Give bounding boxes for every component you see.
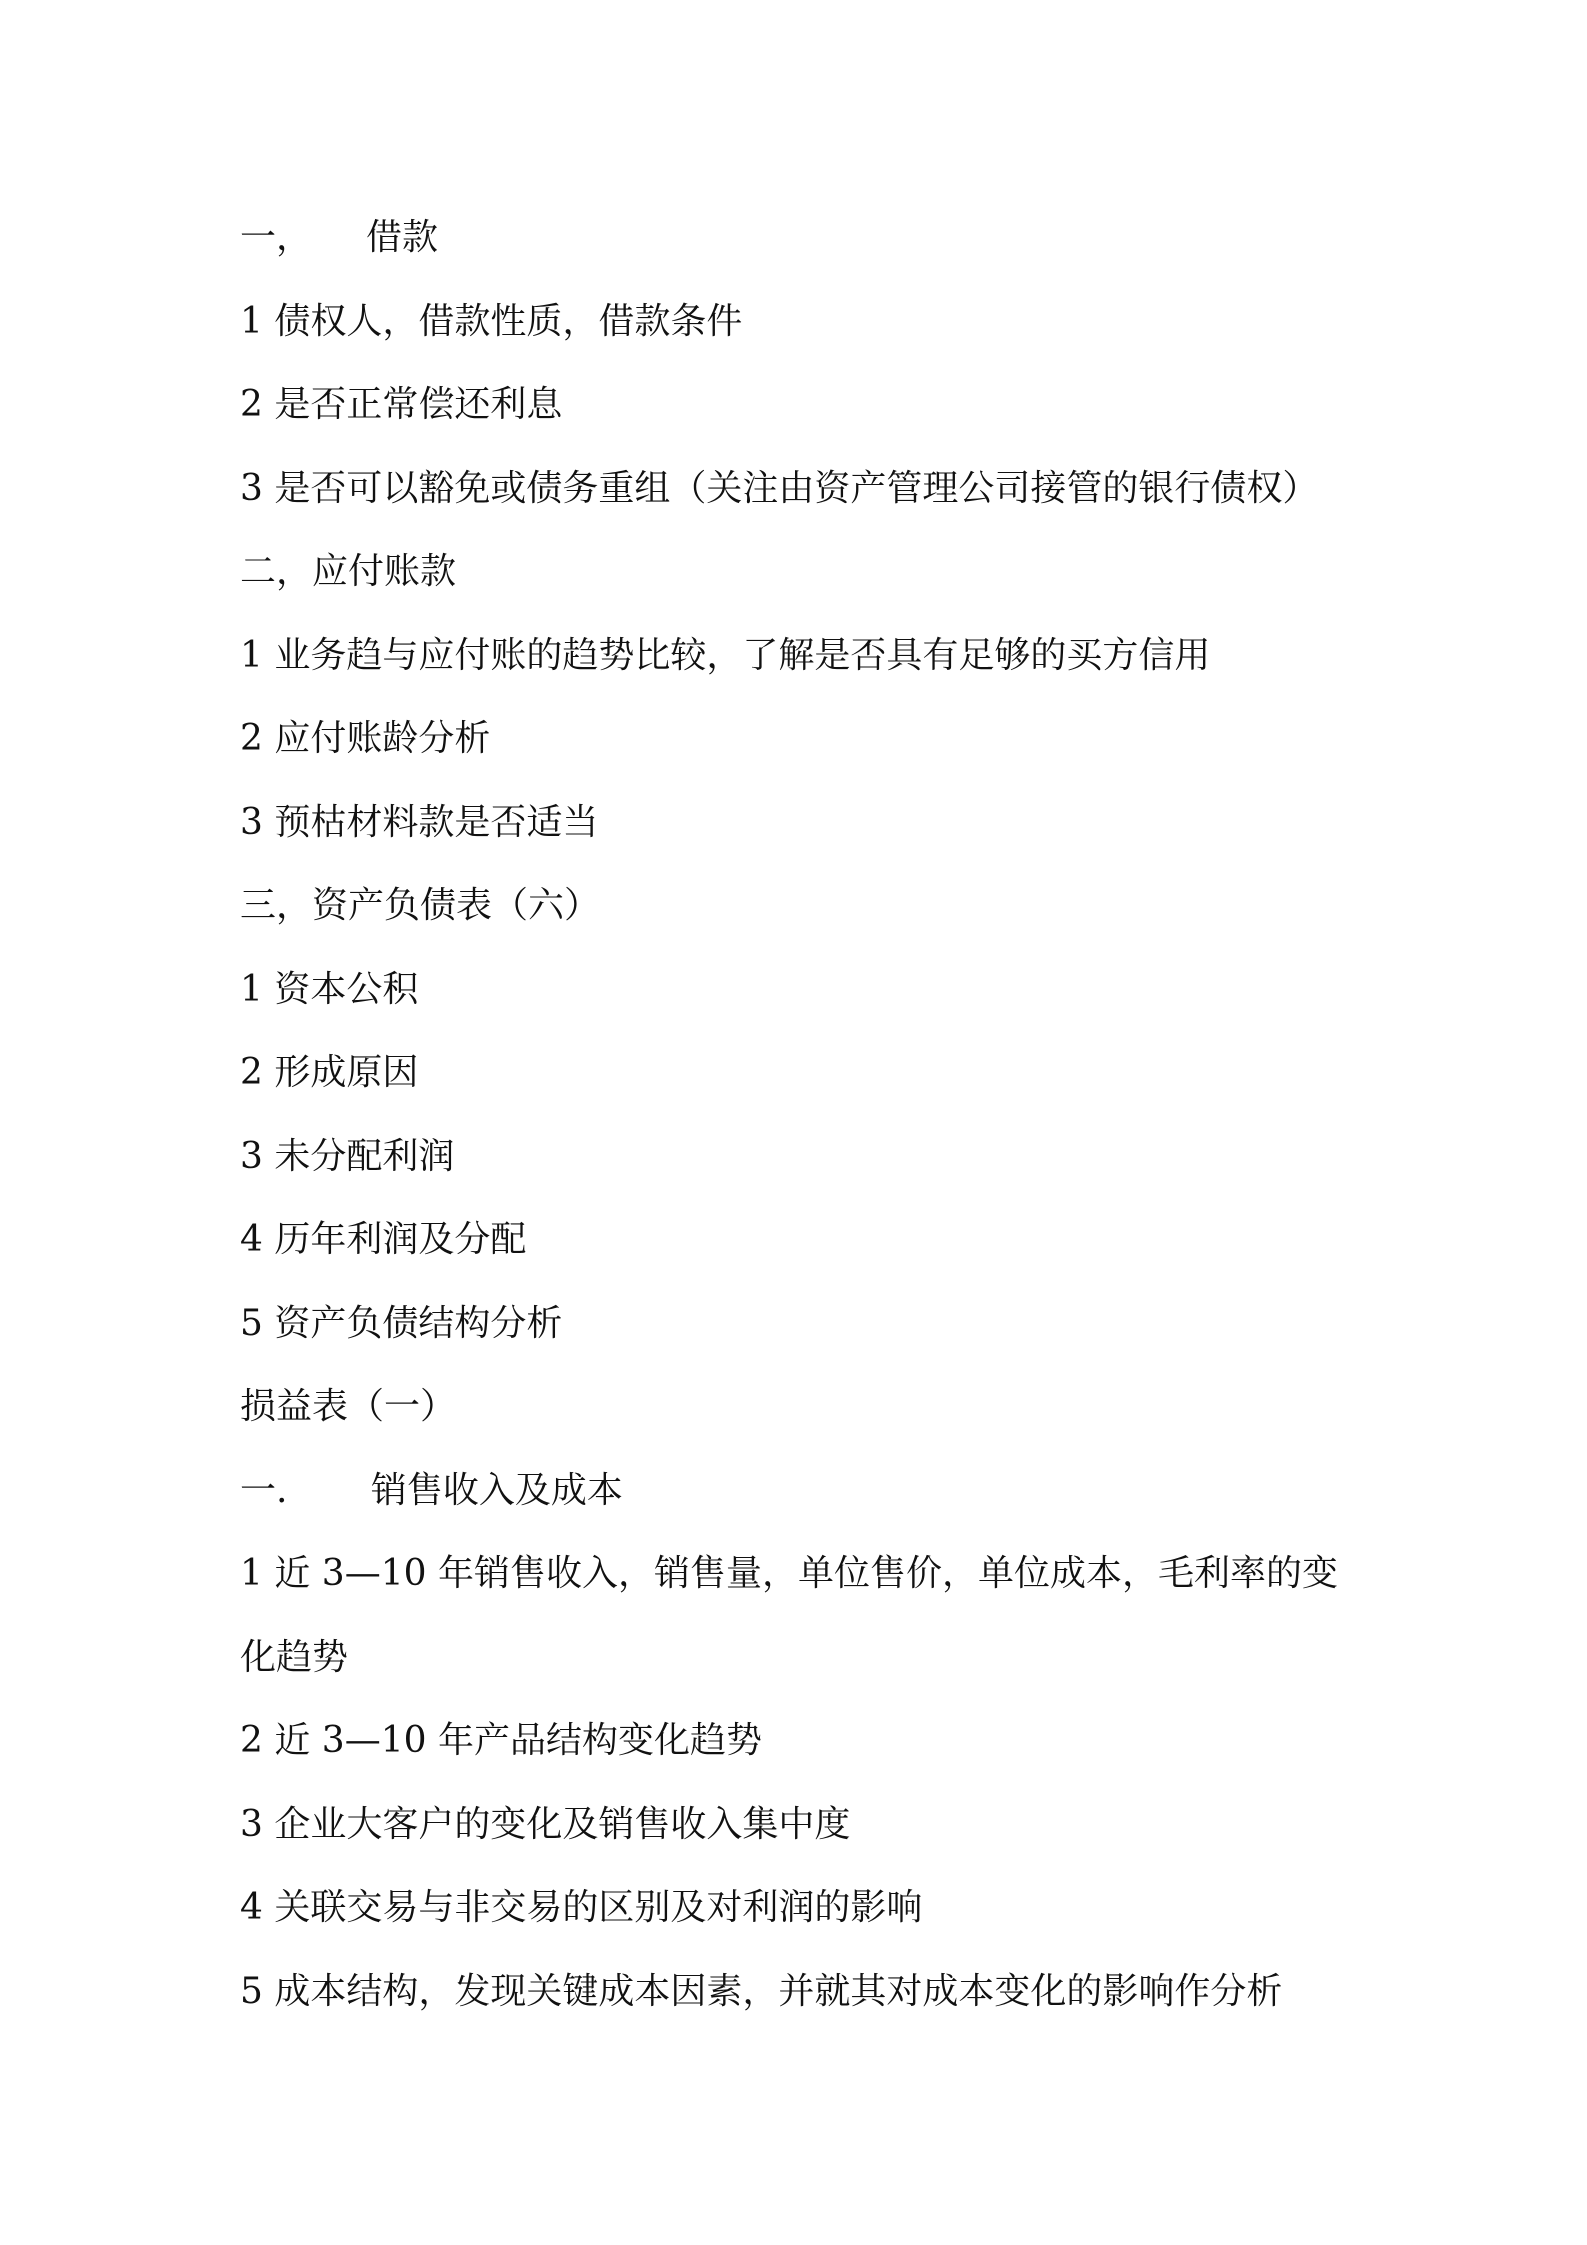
list-item: 2 近 3—10 年产品结构变化趋势 (240, 1720, 762, 1761)
list-item: 2 应付账龄分析 (240, 718, 491, 759)
list-item: 5 成本结构，发现关键成本因素，并就其对成本变化的影响作分析 (240, 1970, 1283, 2012)
section-heading-accounts-payable: 二，应付账款 (240, 551, 457, 592)
list-item: 1 资本公积 (240, 968, 419, 1010)
list-item: 1 近 3—10 年销售收入，销售量，单位售价，单位成本，毛利率的变 (240, 1553, 1338, 1594)
section-heading-sales-and-cost: 一. 销售收入及成本 (240, 1469, 623, 1511)
list-item: 3 企业大客户的变化及销售收入集中度 (240, 1803, 851, 1845)
list-item: 2 形成原因 (240, 1052, 419, 1093)
section-heading-income-statement: 损益表（一） (240, 1386, 457, 1427)
list-item: 3 是否可以豁免或债务重组（关注由资产管理公司接管的银行债权） (240, 467, 1319, 509)
list-item: 1 债权人，借款性质，借款条件 (240, 300, 743, 342)
list-item: 5 资产负债结构分析 (240, 1302, 563, 1344)
list-item: 3 预枯材料款是否适当 (240, 801, 599, 843)
list-item: 3 未分配利润 (240, 1135, 455, 1177)
section-heading-borrowings: 一， 借款 (240, 217, 439, 258)
document-body (240, 196, 1370, 2033)
section-heading-balance-sheet: 三，资产负债表（六） (240, 885, 601, 926)
list-item: 4 历年利润及分配 (240, 1219, 527, 1260)
list-item: 2 是否正常偿还利息 (240, 384, 563, 425)
list-item-continuation: 化趋势 (240, 1636, 349, 1678)
list-item: 1 业务趋与应付账的趋势比较，了解是否具有足够的买方信用 (240, 634, 1211, 676)
list-item: 4 关联交易与非交易的区别及对利润的影响 (240, 1887, 923, 1928)
